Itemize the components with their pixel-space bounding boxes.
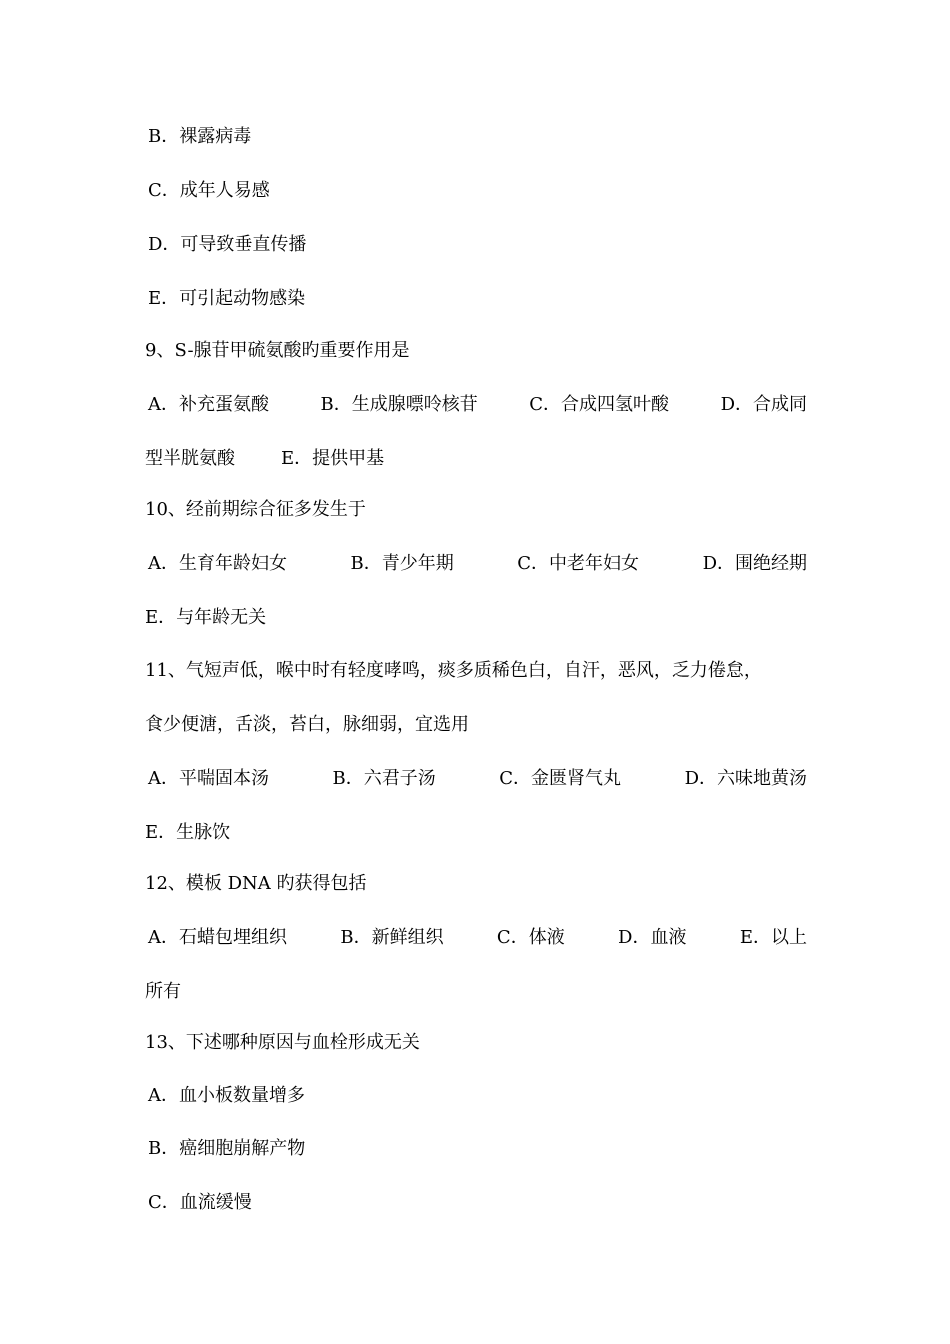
option-e: E．生脉饮: [145, 822, 231, 843]
option-d: D．血液: [618, 927, 687, 948]
option-continuation: 型半胱氨酸: [145, 448, 235, 469]
question-12-options: [148, 924, 807, 952]
option-c: C．血流缓慢: [148, 1192, 252, 1213]
option-a: A．石蜡包埋组织: [148, 927, 287, 948]
option-line: E．可引起动物感染: [148, 288, 306, 309]
option-a: A．生育年龄妇女: [148, 553, 287, 574]
question-11-options: [148, 765, 807, 793]
question-11-continuation: 食少便溏，舌淡，苔白，脉细弱，宜选用: [145, 714, 469, 735]
option-d: D．六味地黄汤: [684, 768, 807, 789]
option-c: C．金匮肾气丸: [499, 768, 622, 789]
option-c: C．中老年妇女: [517, 553, 640, 574]
option-b: B．青少年期: [350, 553, 454, 574]
option-e: E．与年龄无关: [145, 607, 267, 628]
option-a: A．血小板数量增多: [148, 1085, 305, 1106]
question-13: 13、下述哪种原因与血栓形成无关: [145, 1032, 420, 1053]
question-9: 9、S-腺苷甲硫氨酸旳重要作用是: [145, 340, 410, 361]
option-a: A．补充蛋氨酸: [148, 394, 269, 415]
option-c: C．体液: [496, 927, 565, 948]
option-line: C．成年人易感: [148, 180, 270, 201]
question-9-continuation: [145, 445, 807, 473]
option-d: D．围绝经期: [702, 553, 807, 574]
option-e: E．提供甲基: [281, 448, 385, 469]
question-12-continuation: 所有: [145, 981, 181, 1002]
question-9-options: [148, 391, 807, 419]
question-12: 12、模板 DNA 旳获得包括: [145, 873, 367, 894]
option-line: D．可导致垂直传播: [148, 234, 307, 255]
option-e: E．以上: [739, 927, 807, 948]
option-b: B．生成腺嘌呤核苷: [320, 394, 478, 415]
option-line: B．裸露病毒: [148, 126, 252, 147]
option-d: D．合成同: [720, 394, 807, 415]
question-11: 11、气短声低，喉中时有轻度哮鸣，痰多质稀色白，自汗，恶风，乏力倦怠，: [145, 660, 762, 681]
question-10-options: [148, 550, 807, 578]
option-a: A．平喘固本汤: [148, 768, 269, 789]
option-b: B．新鲜组织: [340, 927, 444, 948]
option-b: B．癌细胞崩解产物: [148, 1138, 306, 1159]
option-c: C．合成四氢叶酸: [529, 394, 670, 415]
question-10: 10、经前期综合征多发生于: [145, 499, 366, 520]
option-b: B．六君子汤: [332, 768, 436, 789]
